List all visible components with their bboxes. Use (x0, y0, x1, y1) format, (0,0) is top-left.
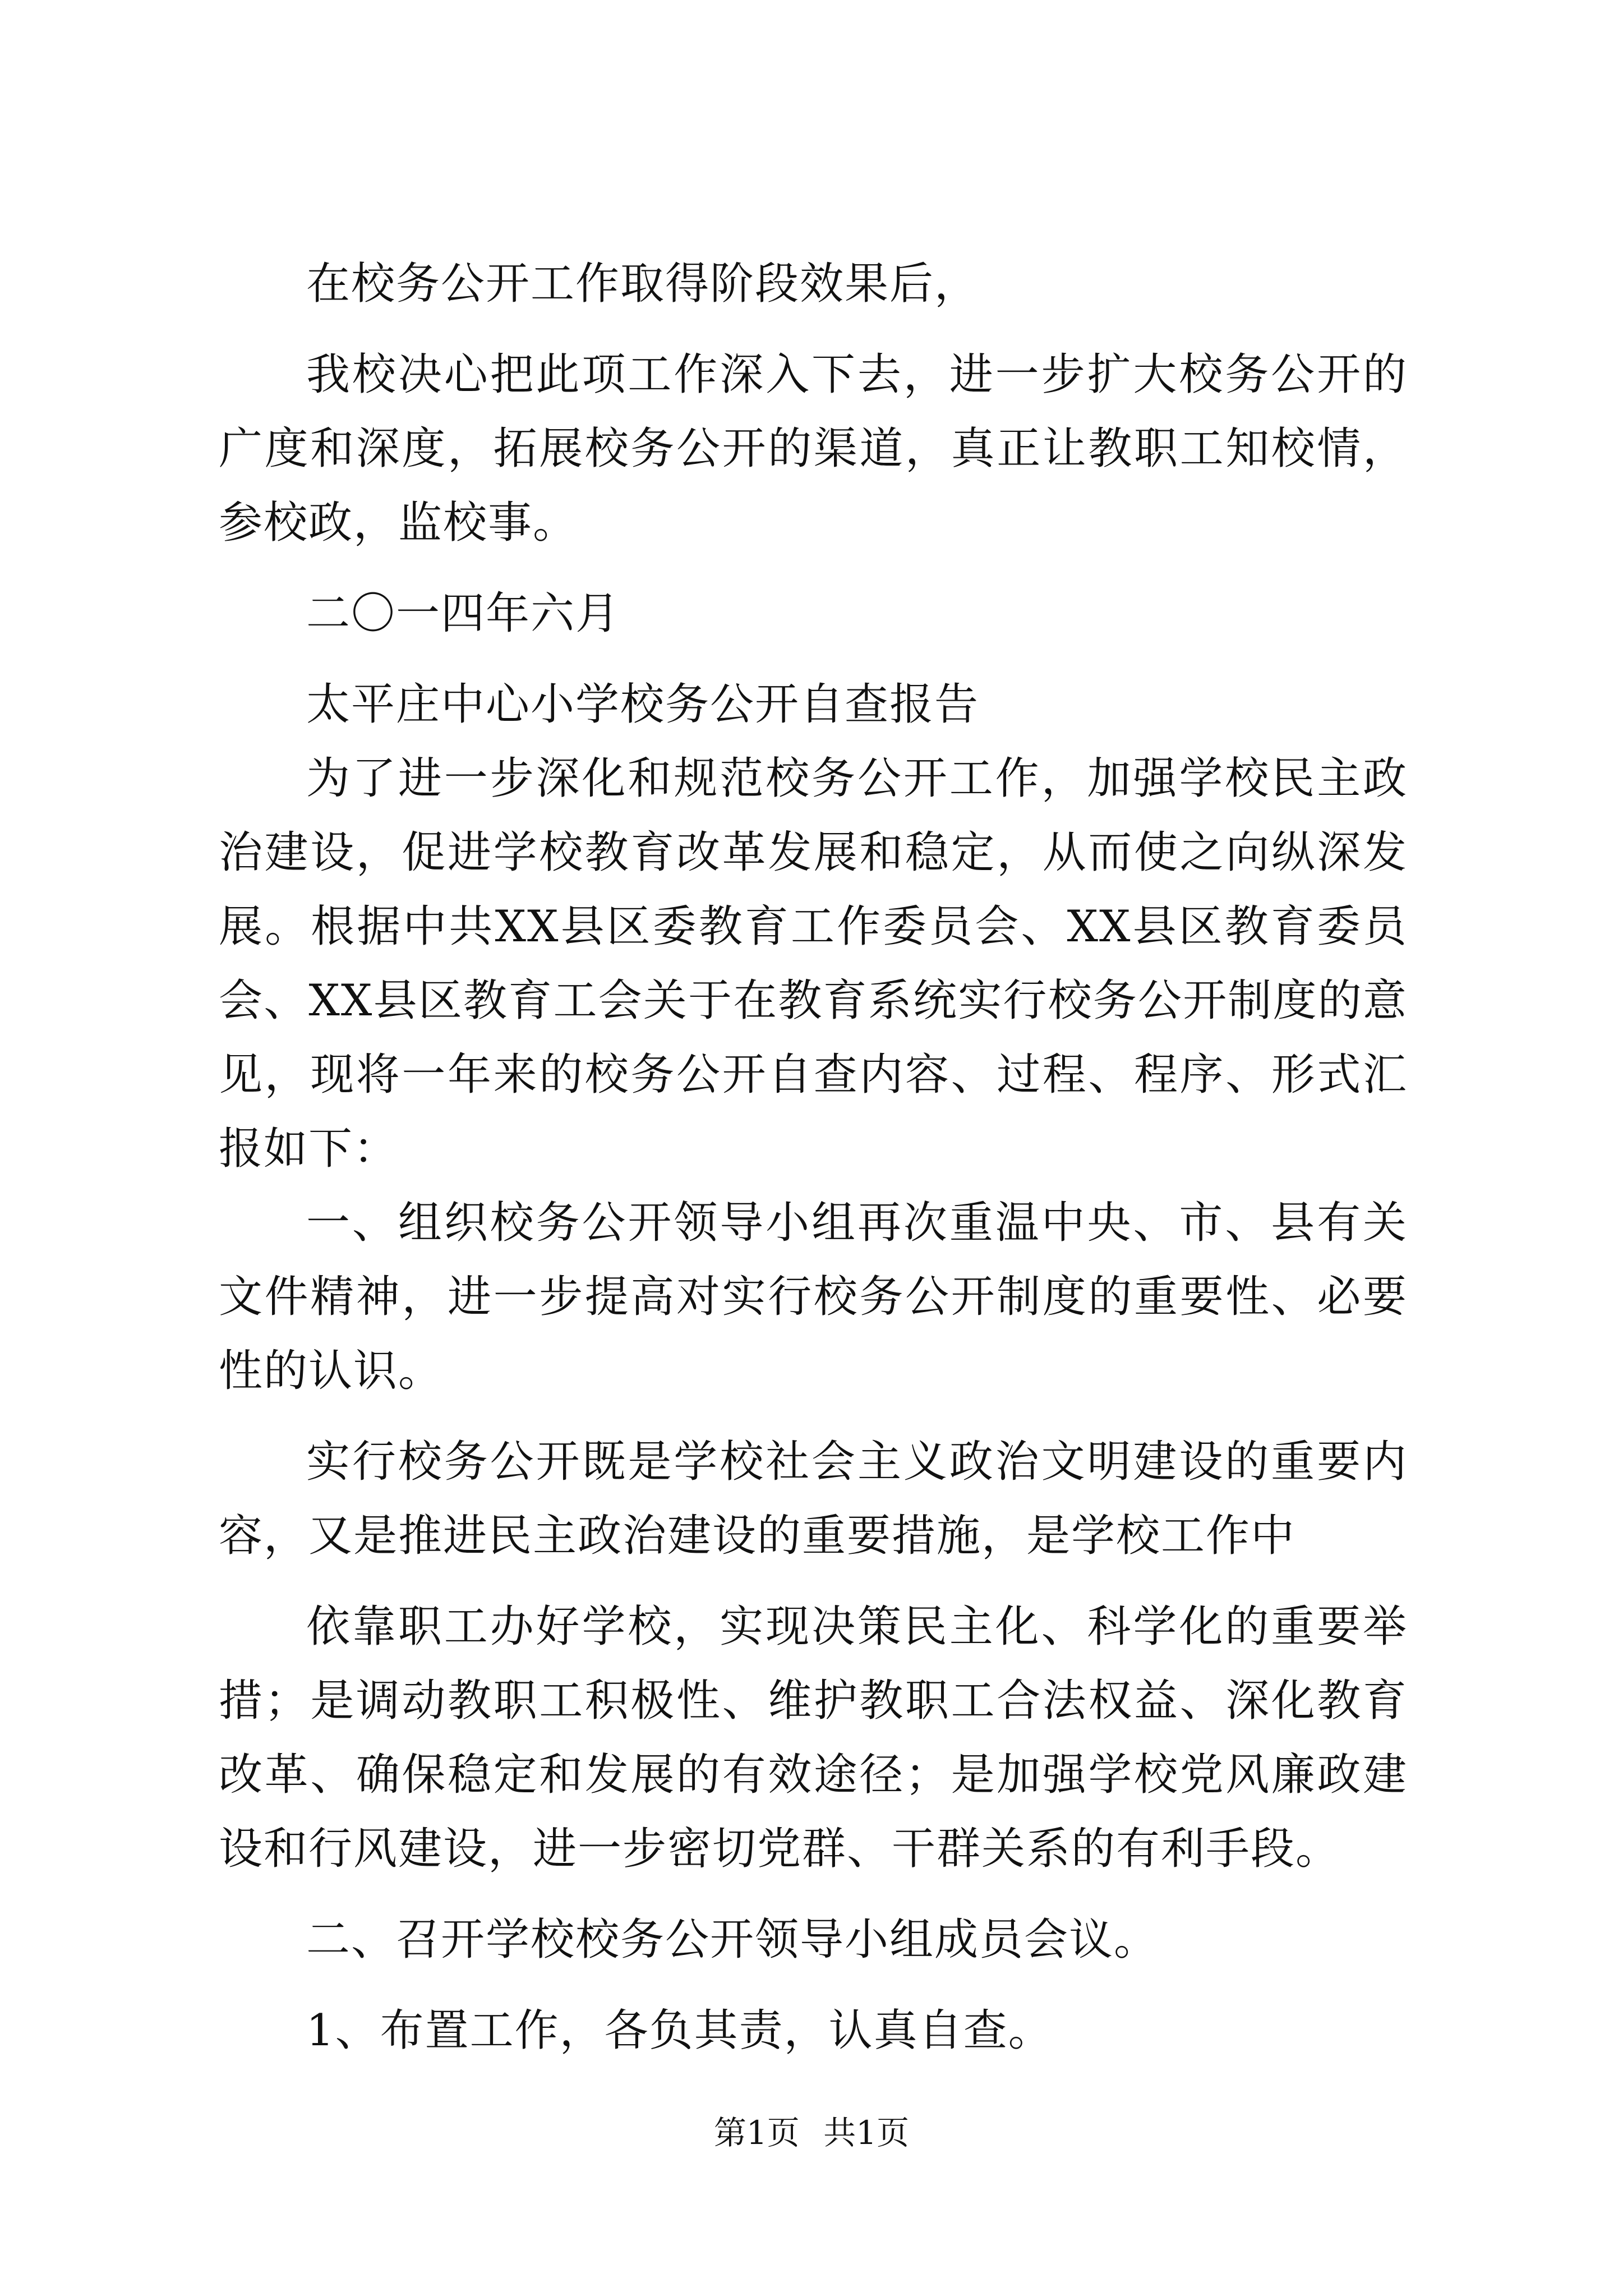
report-title: 太平庄中心小学校务公开自查报告 (306, 679, 980, 730)
list-item: 1、布置工作，各负其责，认真自查。 (306, 2005, 1053, 2056)
document-body (219, 247, 1408, 2068)
page-total: 共1页 (823, 2114, 910, 2152)
paragraph: 实行校务公开既是学校社会主义政治文明建设的重要内容，又是推进民主政治建设的重要措施，是学校工作中 (219, 1437, 1408, 1561)
date-line: 二〇一四年六月 (306, 588, 621, 639)
paragraph: 为了进一步深化和规范校务公开工作，加强学校民主政治建设，促进学校教育改革发展和稳定，从而使之向纵深发展。根据中共XX县区委教育工作委员会、XX县区教育委员会、XX县区教育工会关于在教育系统实行校务公开制度的意见，现将一年来的校务公开自查内容、过程、程序、形式汇报如下： (219, 753, 1408, 1174)
paragraph: 依靠职工办好学校，实现决策民主化、科学化的重要举措；是调动教职工积极性、维护教职工合法权益、深化教育改革、确保稳定和发展的有效途径；是加强学校党风廉政建设和行风建设，进一步密切党群、干群关系的有利手段。 (219, 1602, 1408, 1874)
paragraph: 一、组织校务公开领导小组再次重温中央、市、县有关文件精神，进一步提高对实行校务公开制度的重要性、必要性的认识。 (219, 1198, 1408, 1396)
page-number: 第1页 (713, 2114, 800, 2152)
paragraph: 我校决心把此项工作深入下去，进一步扩大校务公开的广度和深度，拓展校务公开的渠道，真正让教职工知校情，参校政，监校事。 (219, 349, 1408, 548)
section-heading: 二、召开学校校务公开领导小组成员会议。 (306, 1915, 1159, 1965)
paragraph: 在校务公开工作取得阶段效果后， (306, 259, 980, 309)
page-footer (0, 2106, 1623, 2154)
